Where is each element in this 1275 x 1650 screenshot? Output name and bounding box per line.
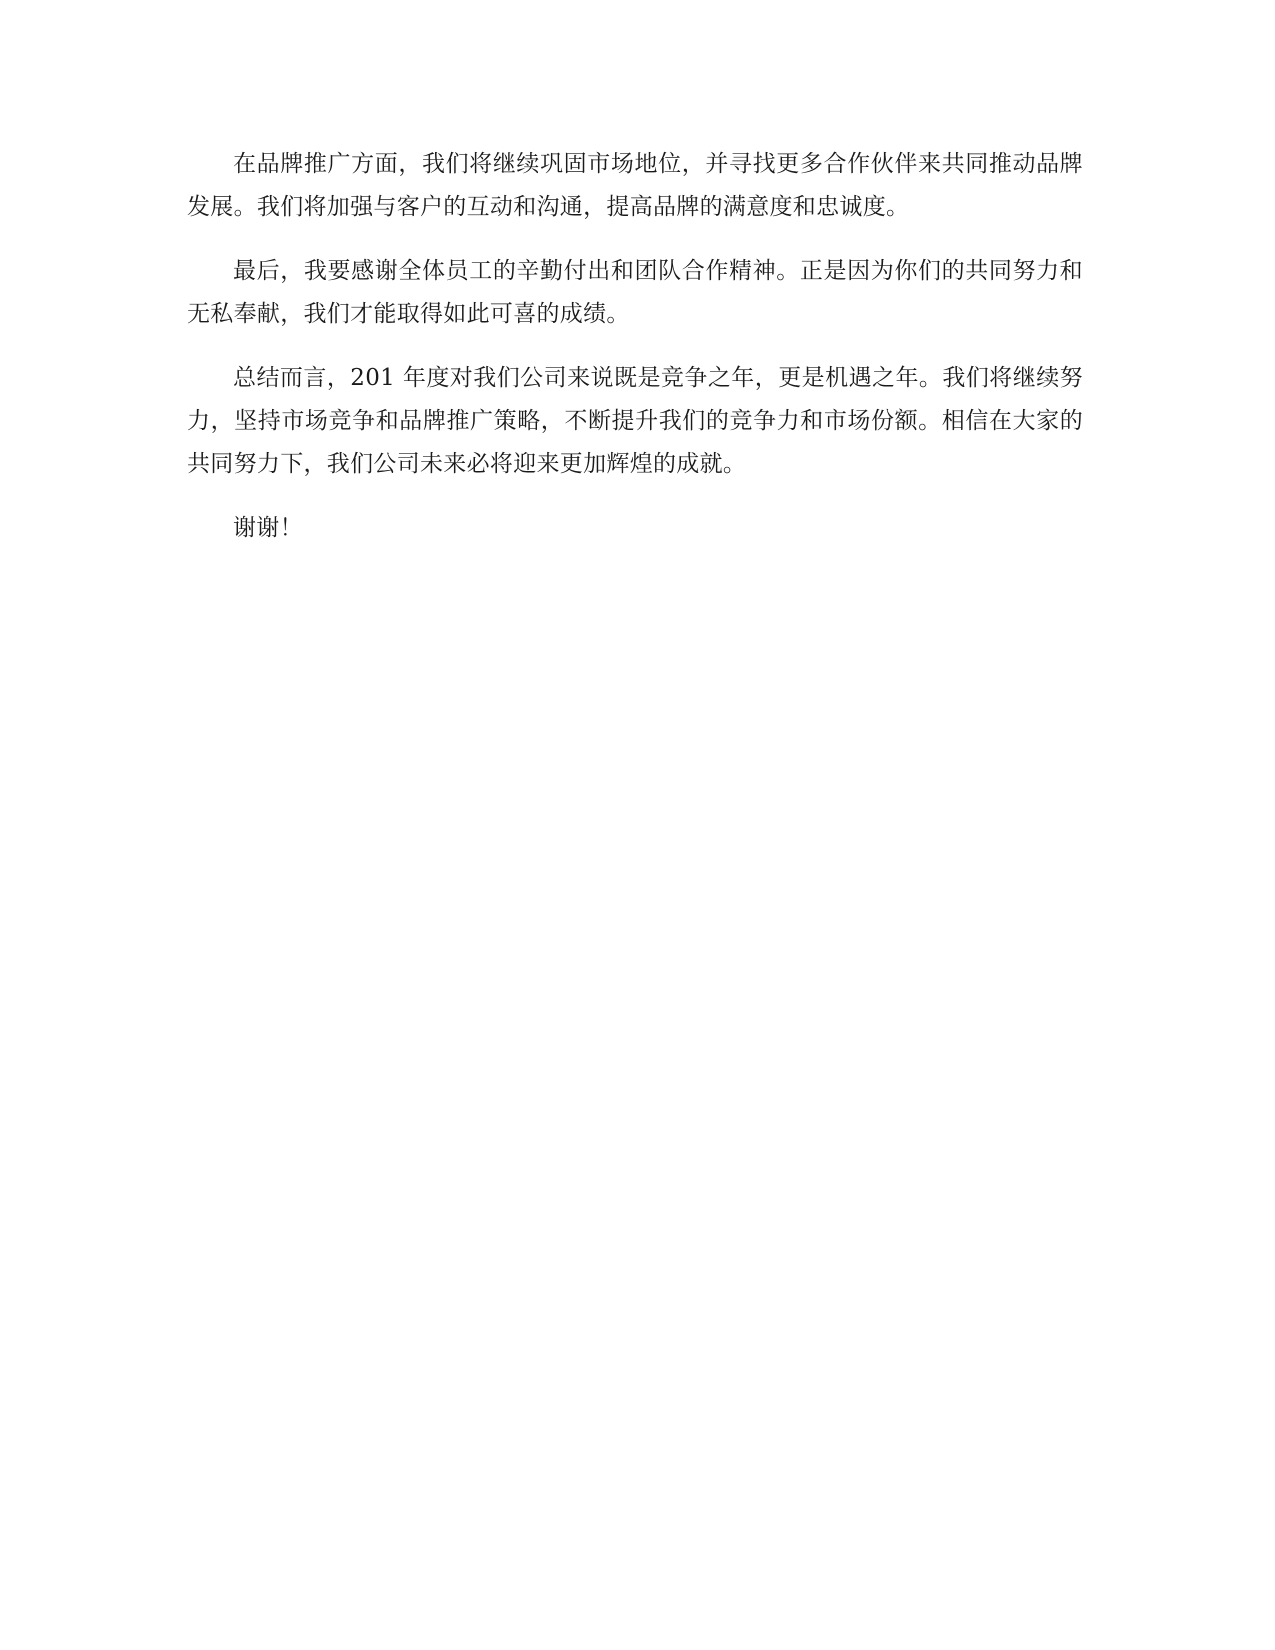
document-body [187,143,1083,571]
paragraph-brand-promotion: 在品牌推广方面，我们将继续巩固市场地位，并寻找更多合作伙伴来共同推动品牌发展。我们将加强与客户的互动和沟通，提高品牌的满意度和忠诚度。 [187,151,1083,220]
paragraph-thanks-staff: 最后，我要感谢全体员工的辛勤付出和团队合作精神。正是因为你们的共同努力和无私奉献，我们才能取得如此可喜的成绩。 [187,258,1083,327]
paragraph-summary: 总结而言，201 年度对我们公司来说既是竞争之年，更是机遇之年。我们将继续努力，坚持市场竞争和品牌推广策略，不断提升我们的竞争力和市场份额。相信在大家的共同努力下，我们公司未来必将迎来更加辉煌的成就。 [187,365,1083,477]
paragraph-closing: 谢谢！ [233,515,303,541]
